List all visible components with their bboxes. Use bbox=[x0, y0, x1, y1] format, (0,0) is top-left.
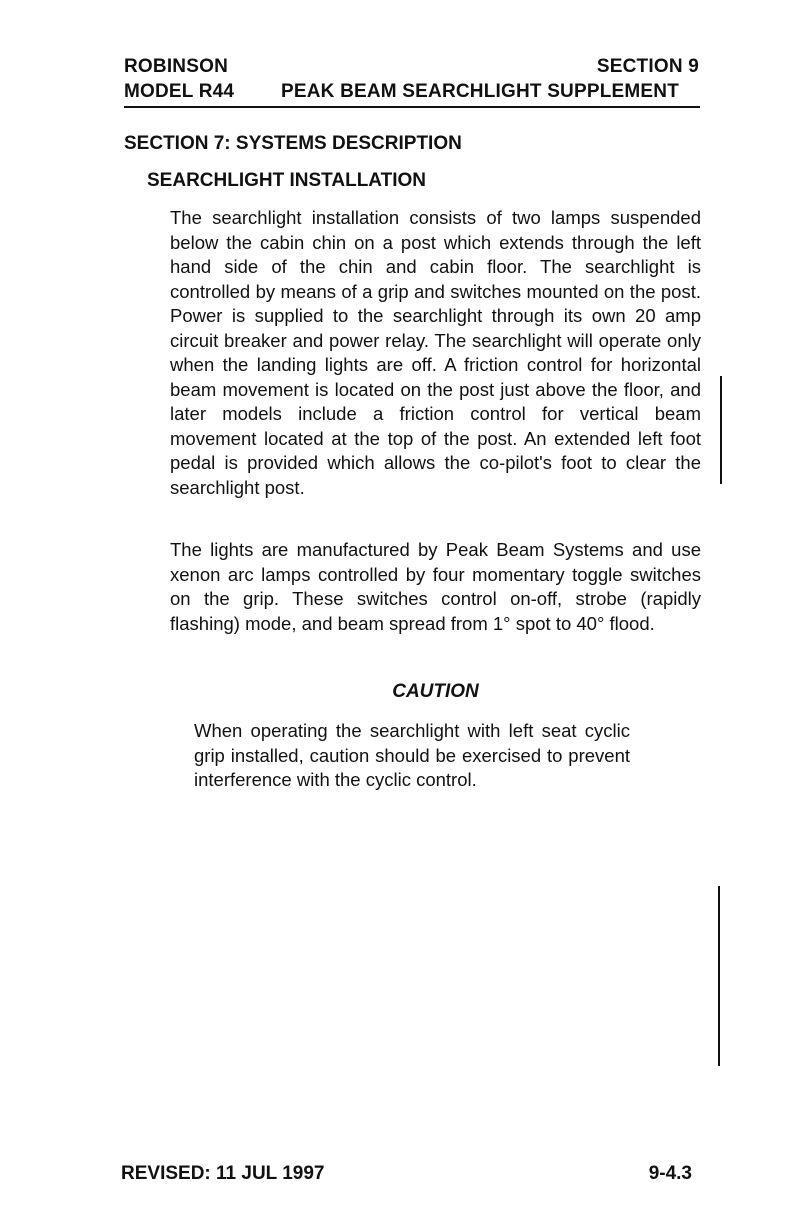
header-rule bbox=[124, 106, 700, 108]
revision-date: REVISED: 11 JUL 1997 bbox=[121, 1163, 325, 1184]
page-number: 9-4.3 bbox=[648, 1163, 692, 1184]
paragraph-installation: The searchlight installation consists of two lamps suspended below the cabin chin on a post which extends through the left hand side of the chin and cabin floor. The searchlight is controlled by means of a grip and switches mounted on the post. Power is supplied to the searchlight through its own 20 amp circuit breaker and power relay. The searchlight will operate only when the landing lights are off. A friction control for horizontal beam movement is located on the post just above the floor, and later models include a friction control for vertical beam movement located at the top of the post. An extended left foot pedal is provided which allows the co-pilot's foot to clear the searchlight post. bbox=[170, 207, 701, 498]
header-manufacturer: ROBINSON bbox=[124, 56, 228, 77]
header-supplement-title: PEAK BEAM SEARCHLIGHT SUPPLEMENT bbox=[281, 81, 680, 102]
paragraph-lights: The lights are manufactured by Peak Beam Systems and use xenon arc lamps controlled by four momentary toggle switches on the grip. These switches control on-off, strobe (rapidly flashing) mode, and beam spread from 1° spot to 40° flood. bbox=[170, 539, 701, 634]
revision-change-bar bbox=[720, 376, 722, 484]
section-title: SECTION 7: SYSTEMS DESCRIPTION bbox=[124, 133, 462, 154]
revision-change-bar bbox=[718, 886, 720, 1066]
caution-text: When operating the searchlight with left seat cyclic grip installed, caution should be exercised to prevent interference with the cyclic control. bbox=[194, 720, 630, 790]
subsection-title: SEARCHLIGHT INSTALLATION bbox=[147, 170, 426, 191]
header-model: MODEL R44 bbox=[124, 81, 235, 102]
header-section: SECTION 9 bbox=[596, 56, 699, 77]
caution-heading: CAUTION bbox=[392, 681, 479, 702]
